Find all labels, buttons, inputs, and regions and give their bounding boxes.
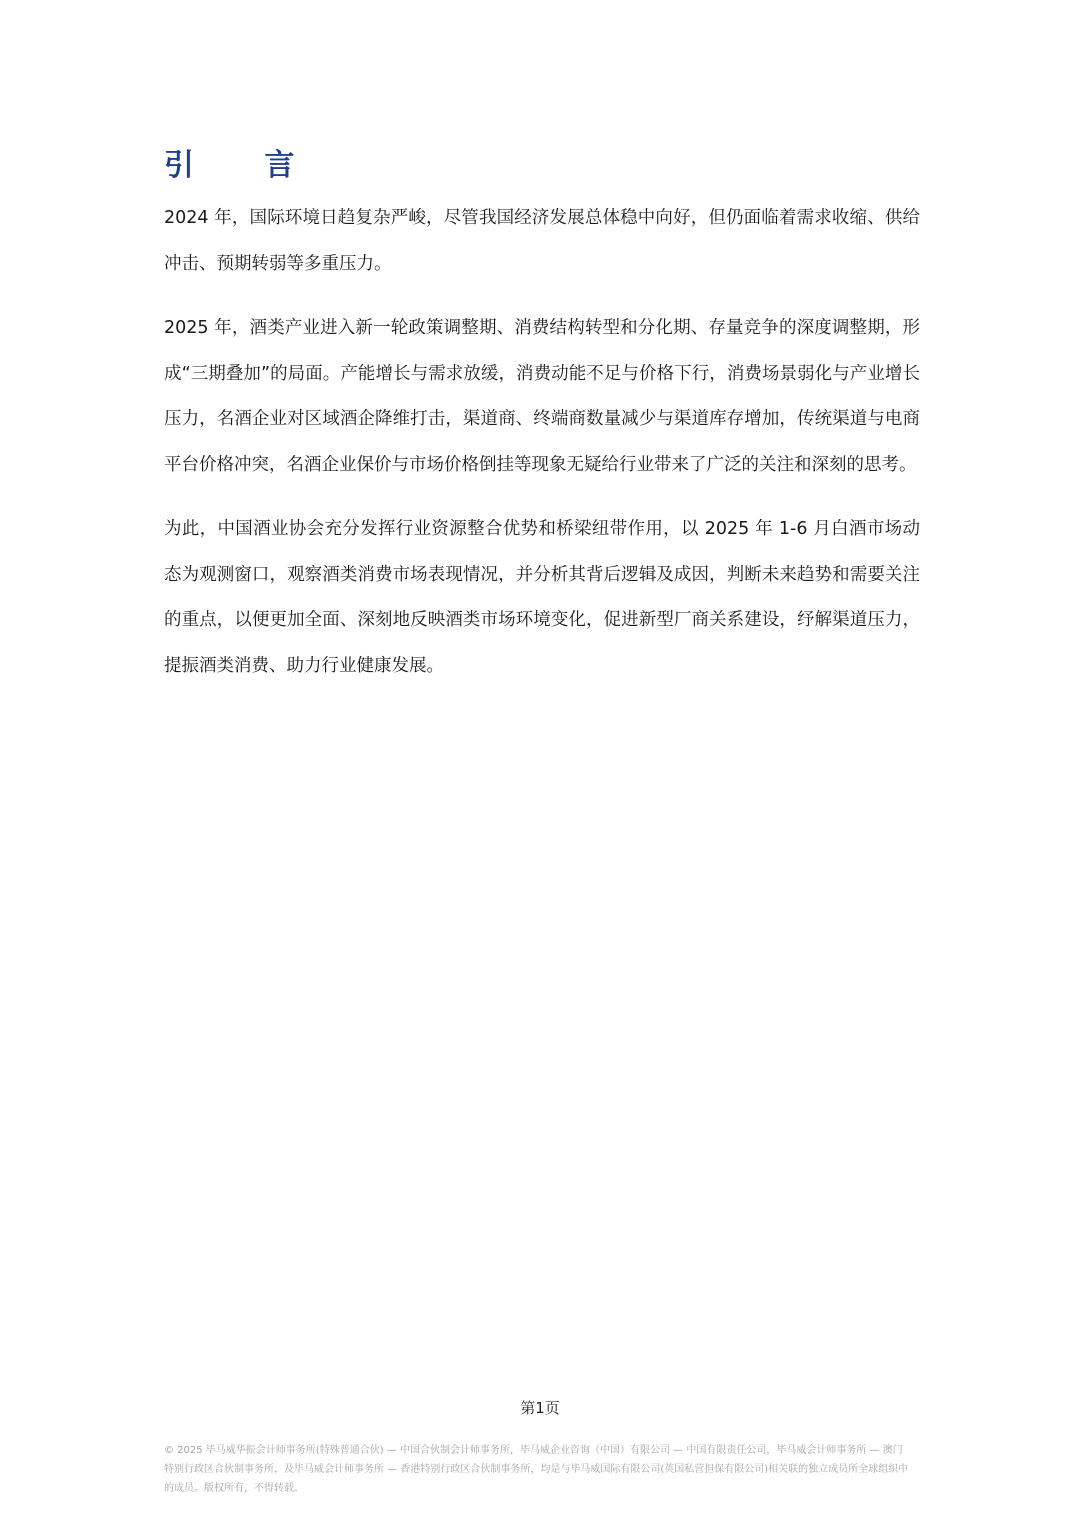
paragraph-1: 2024 年，国际环境日趋复杂严峻，尽管我国经济发展总体稳中向好，但仍面临着需求收缩、供给冲击、预期转弱等多重压力。 [164,208,920,274]
footer-legal-notice: © 2025 毕马威华振会计师事务所(特殊普通合伙) — 中国合伙制会计师事务所，毕马威企业咨询（中国）有限公司 — 中国有限责任公司，毕马威会计师事务所 — 澳门特别行政区合伙制事务所，及毕马威会计师事务所 — 香港特别行政区合伙制事务所，均是与毕马威国际有限公司(英国私营担保有限公司)相关联的独立成员所全球组织中的成员。版权所有，不得转载。 [164,1445,909,1494]
paragraph-3: 为此，中国酒业协会充分发挥行业资源整合优势和桥梁纽带作用，以 2025 年 1-6 月白酒市场动态为观测窗口，观察酒类消费市场表现情况，并分析其背后逻辑及成因，判断未来趋势和需要关注的重点，以便更加全面、深刻地反映酒类市场环境变化，促进新型厂商关系建设，纾解渠道压力，提振酒类消费、助力行业健康发展。 [164,519,920,676]
body-text [164,196,920,708]
section-heading: 引 言 [164,148,325,183]
page-number: 第1页 [520,1399,560,1417]
paragraph-2: 2025 年，酒类产业进入新一轮政策调整期、消费结构转型和分化期、存量竞争的深度调整期，形成“三期叠加”的局面。产能增长与需求放缓，消费动能不足与价格下行，消费场景弱化与产业增长压力，名酒企业对区域酒企降维打击，渠道商、终端商数量减少与渠道库存增加，传统渠道与电商平台价格冲突，名酒企业保价与市场价格倒挂等现象无疑给行业带来了广泛的关注和深刻的思考。 [164,318,920,475]
